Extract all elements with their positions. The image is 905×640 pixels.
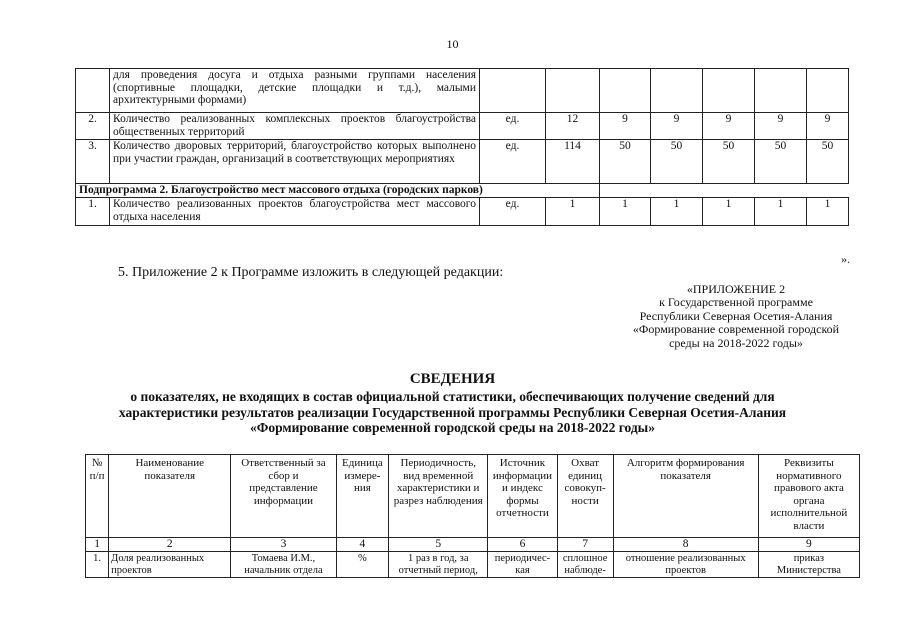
column-header: Алгоритм формирования показателя — [613, 455, 758, 538]
table-cell: % — [336, 552, 389, 578]
indicator-name: для проведения досуга и отдыха разными группами населения (спортивные площадки, детские площадки и т.д.), малыми архитектурными формами) — [110, 69, 480, 113]
subtitle-line: характеристики результатов реализации Государственной программы Республики Северная Осетия-Алания — [118, 404, 787, 420]
indicator-value: 50 — [755, 140, 807, 184]
column-number: 8 — [613, 538, 758, 552]
table-cell: сплошное наблюде- — [557, 552, 613, 578]
indicator-value: 9 — [600, 113, 651, 140]
indicator-value: 1 — [755, 198, 807, 226]
table-cell: Доля реализованных проектов — [109, 552, 231, 578]
indicator-value: 9 — [651, 113, 703, 140]
indicator-value: 50 — [651, 140, 703, 184]
table-row — [76, 198, 849, 226]
table-cell: Томаева И.М., начальник отдела — [231, 552, 336, 578]
table-row — [76, 140, 849, 184]
indicator-unit: ед. — [480, 140, 546, 184]
column-header: № п/п — [86, 455, 109, 538]
appendix-line: к Государственной программе — [659, 295, 813, 310]
indicator-value: 1 — [703, 198, 755, 226]
page-number: 10 — [446, 37, 459, 51]
indicator-value: 9 — [703, 113, 755, 140]
column-number: 7 — [557, 538, 613, 552]
column-number: 4 — [336, 538, 389, 552]
subprogram-row — [76, 184, 849, 198]
table-cell: периодичес-кая — [488, 552, 558, 578]
row-number: 3. — [76, 140, 110, 184]
table-cell: отношение реализованных проектов — [613, 552, 758, 578]
appendix-line: «Формирование современной городской — [632, 322, 840, 337]
indicator-value: 50 — [600, 140, 651, 184]
appendix-line: «ПРИЛОЖЕНИЕ 2 — [686, 282, 786, 296]
instruction-text: 5. Приложение 2 к Программе изложить в следующей редакции: — [118, 265, 504, 280]
table-cell: 1. — [86, 552, 109, 578]
indicator-value: 1 — [651, 198, 703, 226]
column-header: Реквизиты нормативного правового акта органа исполнительной власти — [758, 455, 859, 538]
appendix-heading — [620, 283, 852, 350]
indicators-table — [75, 68, 849, 226]
table-cell: приказ Министерства — [758, 552, 859, 578]
row-number — [76, 69, 110, 113]
column-header: Единица измере-ния — [336, 455, 389, 538]
table-row — [86, 552, 860, 578]
document-subtitle — [0, 389, 905, 436]
indicator-value: 1 — [546, 198, 600, 226]
indicator-value: 114 — [546, 140, 600, 184]
row-number: 2. — [76, 113, 110, 140]
column-header: Наименование показателя — [109, 455, 231, 538]
table-row — [76, 113, 849, 140]
header-row — [86, 455, 860, 538]
table-cell: 1 раз в год, за отчетный период, — [389, 552, 488, 578]
column-number: 9 — [758, 538, 859, 552]
indicator-unit: ед. — [480, 198, 546, 226]
appendix-line: Республики Северная Осетия-Алания — [639, 308, 833, 323]
column-number: 2 — [109, 538, 231, 552]
column-header: Источник информации и индекс формы отчетности — [488, 455, 558, 538]
info-table — [85, 454, 860, 578]
indicator-value: 9 — [807, 113, 849, 140]
subtitle-line: о показателях, не входящих в состав официальной статистики, обеспечивающих получение сведений для — [130, 389, 775, 404]
indicator-value: 12 — [546, 113, 600, 140]
column-header: Ответственный за сбор и представление информации — [231, 455, 336, 538]
document-title: СВЕДЕНИЯ — [409, 371, 496, 387]
indicator-name: Количество дворовых территорий, благоустройство которых выполнено при участии граждан, организаций в соответствующих мероприятиях — [110, 140, 480, 184]
indicator-value: 1 — [600, 198, 651, 226]
column-number: 5 — [389, 538, 488, 552]
subprogram-title: Подпрограмма 2. Благоустройство мест массового отдыха (городских парков) — [76, 184, 600, 198]
indicator-value: 50 — [703, 140, 755, 184]
indicator-name: Количество реализованных комплексных проектов благоустройства общественных территорий — [110, 113, 480, 140]
indicator-name: Количество реализованных проектов благоустройства мест массового отдыха населения — [110, 198, 480, 226]
subtitle-line: «Формирование современной городской среды на 2018-2022 годы» — [250, 420, 655, 435]
column-header: Охват единиц совокуп-ности — [557, 455, 613, 538]
indicator-value: 9 — [755, 113, 807, 140]
column-number: 6 — [488, 538, 558, 552]
indicator-value: 1 — [807, 198, 849, 226]
column-header: Периодичность, вид временной характеристики и разрез наблюдения — [389, 455, 488, 538]
column-number-row — [86, 538, 860, 552]
row-number: 1. — [76, 198, 110, 226]
indicator-value: 50 — [807, 140, 849, 184]
closing-quote: ». — [841, 252, 850, 266]
column-number: 1 — [86, 538, 109, 552]
indicator-unit: ед. — [480, 113, 546, 140]
appendix-line: среды на 2018-2022 годы» — [669, 335, 803, 350]
column-number: 3 — [231, 538, 336, 552]
table-row — [76, 69, 849, 113]
